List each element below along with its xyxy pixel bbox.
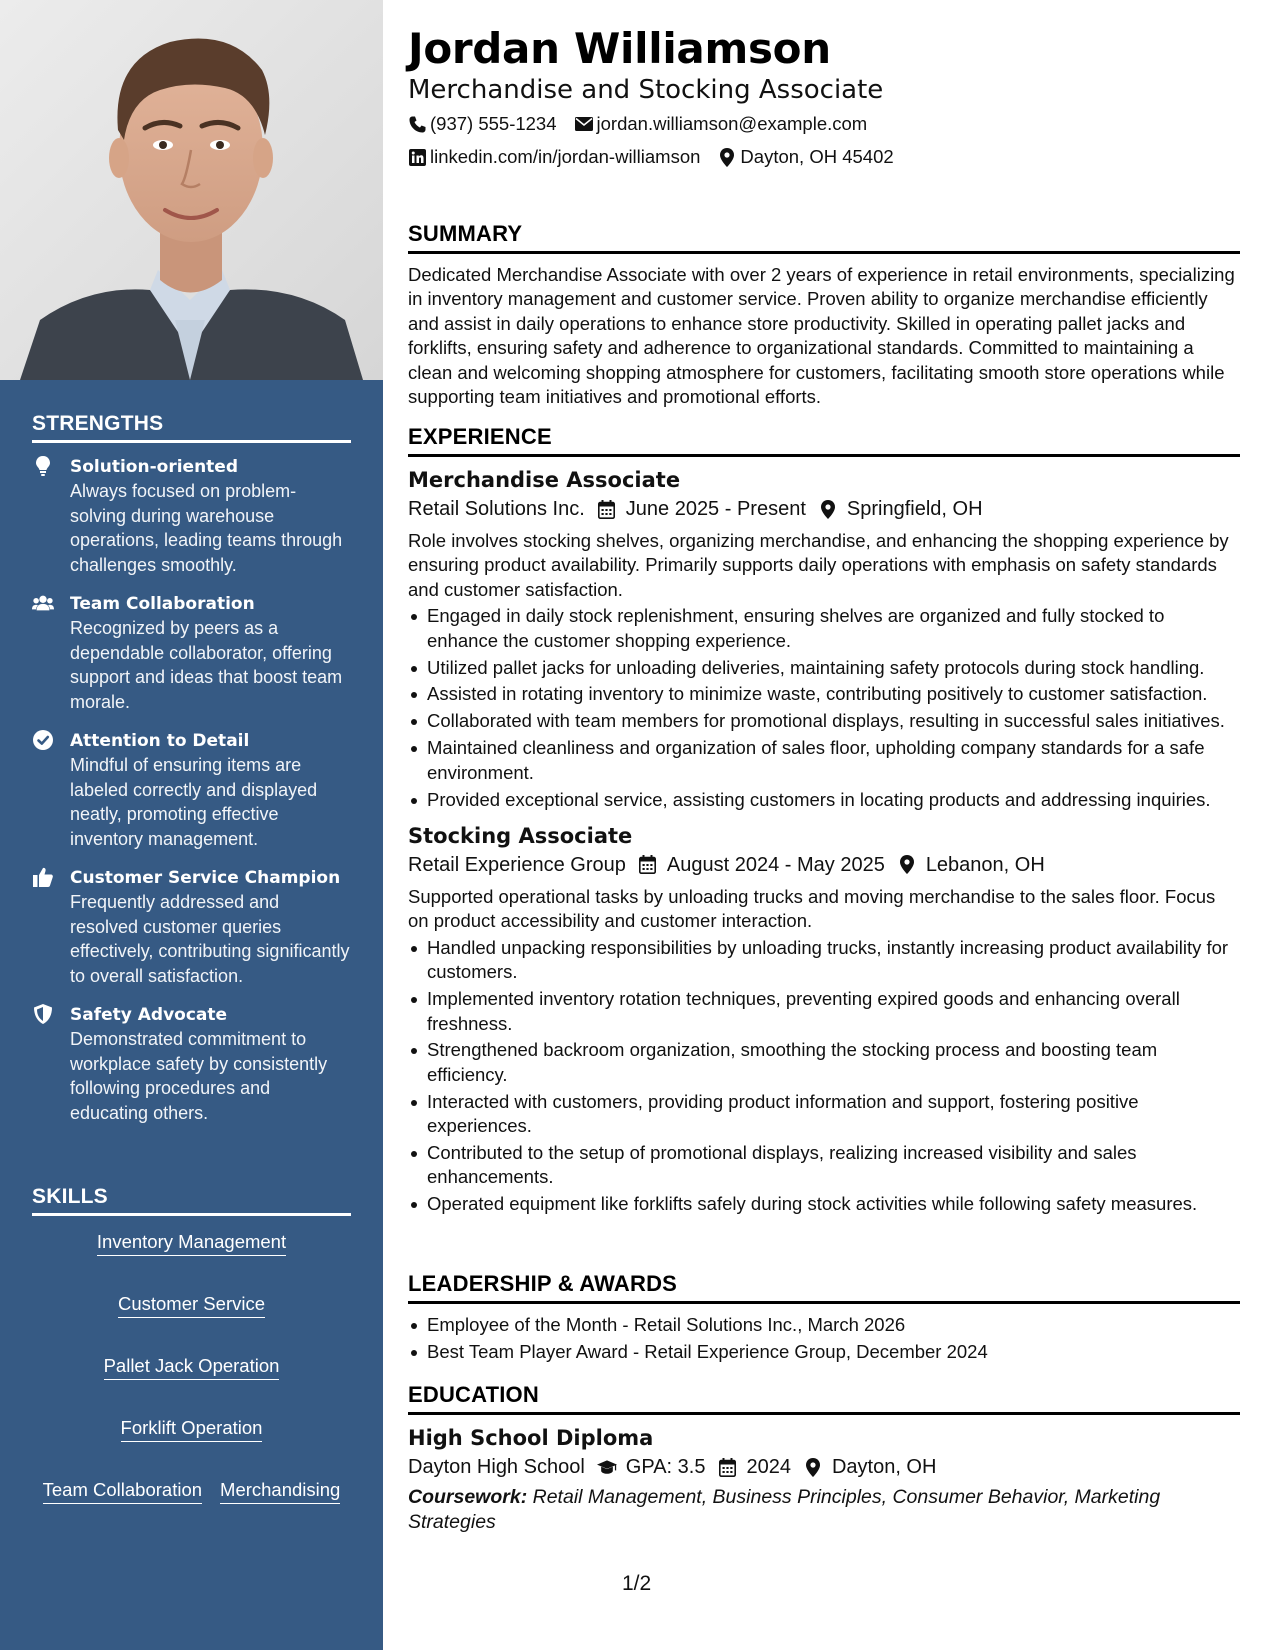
thumbs-up-icon — [32, 867, 54, 887]
candidate-title: Merchandise and Stocking Associate — [408, 75, 884, 105]
gpa-value: GPA: 3.5 — [625, 1456, 706, 1478]
school-location: Dayton, OH — [831, 1456, 937, 1478]
contact-linkedin[interactable] — [408, 145, 700, 169]
list-item: Interacted with customers, providing product information and support, fostering positive experiences. — [408, 1090, 1240, 1139]
education-heading: EDUCATION — [408, 1381, 1240, 1415]
job-company: Retail Experience Group — [408, 853, 626, 876]
summary-heading: SUMMARY — [408, 220, 1240, 254]
experience-section — [408, 423, 1240, 1219]
job-meta — [408, 850, 1240, 880]
contact-linkedin-text: linkedin.com/in/jordan-williamson — [430, 146, 701, 167]
skill-tag: Forklift Operation — [121, 1416, 263, 1442]
list-item: Maintained cleanliness and organization of sales floor, upholding company standards for a safe environment. — [408, 736, 1240, 785]
strength-desc: Mindful of ensuring items are labeled correctly and displayed neatly, promoting effective inventory management. — [70, 755, 318, 849]
candidate-name: Jordan Williamson — [408, 24, 831, 73]
users-icon — [32, 593, 54, 613]
strength-item — [32, 866, 351, 988]
strength-title: Customer Service Champion — [70, 868, 341, 888]
strength-item — [32, 592, 351, 714]
skills-heading: SKILLS — [32, 1185, 351, 1216]
skill-tag: Inventory Management — [97, 1230, 286, 1256]
calendar-icon — [638, 855, 658, 875]
skill-tag: Merchandising — [220, 1478, 340, 1504]
education-section — [408, 1381, 1240, 1534]
lightbulb-icon — [32, 456, 54, 476]
list-item: Collaborated with team members for promotional displays, resulting in successful sales initiatives. — [408, 709, 1240, 733]
calendar-icon — [597, 499, 617, 519]
contact-email-text: jordan.williamson@example.com — [596, 113, 868, 134]
coursework-list: Retail Management, Business Principles, Consumer Behavior, Marketing Strategies — [408, 1486, 1161, 1533]
skill-tag: Customer Service — [118, 1292, 265, 1318]
job-dates: June 2025 - Present — [625, 498, 806, 520]
skills-section — [32, 1185, 351, 1504]
strength-title: Team Collaboration — [70, 594, 255, 614]
list-item: Provided exceptional service, assisting customers in locating products and addressing inquiries. — [408, 788, 1240, 812]
coursework — [408, 1485, 1240, 1534]
degree-title: High School Diploma — [408, 1426, 654, 1450]
contact-location — [718, 145, 893, 169]
linkedin-icon — [408, 148, 426, 166]
list-item: Best Team Player Award - Retail Experience Group, December 2024 — [408, 1340, 1240, 1364]
job-entry — [408, 822, 1240, 1217]
list-item: Utilized pallet jacks for unloading deliveries, maintaining safety protocols during stock handling. — [408, 656, 1240, 680]
phone-icon — [408, 115, 426, 133]
list-item: Handled unpacking responsibilities by unloading trucks, instantly increasing product availability for customers. — [408, 936, 1240, 985]
list-item: Employee of the Month - Retail Solutions Inc., March 2026 — [408, 1313, 1240, 1337]
job-meta — [408, 494, 1240, 524]
job-location: Springfield, OH — [846, 498, 983, 520]
coursework-label: Coursework: — [408, 1486, 528, 1508]
job-description: Supported operational tasks by unloading trucks and moving merchandise to the sales floor. Focus on product accessibility and customer interaction. — [408, 885, 1216, 932]
shield-icon — [32, 1004, 54, 1024]
job-entry — [408, 466, 1240, 812]
strength-desc: Recognized by peers as a dependable collaborator, offering support and ideas that boost team morale. — [70, 618, 343, 712]
leadership-list — [408, 1313, 1240, 1364]
experience-heading: EXPERIENCE — [408, 423, 1240, 457]
summary-section — [408, 220, 1240, 409]
strength-item — [32, 1003, 351, 1125]
strength-title: Solution-oriented — [70, 457, 238, 477]
strength-title: Safety Advocate — [70, 1005, 228, 1025]
map-pin-icon — [897, 855, 917, 875]
skills-list — [32, 1228, 351, 1504]
job-title: Merchandise Associate — [408, 468, 681, 492]
strength-item — [32, 729, 351, 851]
list-item: Operated equipment like forklifts safely during stock activities while following safety measures. — [408, 1192, 1240, 1216]
job-location: Lebanon, OH — [925, 853, 1045, 876]
job-company: Retail Solutions Inc. — [408, 498, 585, 520]
contact-row — [408, 112, 885, 136]
job-bullets — [408, 604, 1240, 812]
job-title: Stocking Associate — [408, 823, 633, 848]
strengths-heading: STRENGTHS — [32, 412, 351, 443]
contact-row — [408, 145, 912, 169]
strengths-section — [32, 412, 351, 1140]
list-item: Contributed to the setup of promotional displays, realizing increased visibility and sales enhancements. — [408, 1141, 1240, 1190]
education-meta — [408, 1452, 1240, 1482]
strength-desc: Demonstrated commitment to workplace safety by consistently following procedures and educating others. — [70, 1029, 328, 1123]
contact-email[interactable] — [575, 112, 868, 136]
school-name: Dayton High School — [408, 1456, 585, 1478]
calendar-icon — [717, 1457, 737, 1477]
list-item: Assisted in rotating inventory to minimize waste, contributing positively to customer satisfaction. — [408, 682, 1240, 706]
strength-desc: Always focused on problem-solving during warehouse operations, leading teams through challenges smoothly. — [70, 481, 343, 575]
summary-text: Dedicated Merchandise Associate with over 2 years of experience in retail environments, specializing in inventory management and customer service. Proven ability to organize merchandise efficiently and assist in daily operations to enhance store productivity. Skilled in operating pallet jacks and forklifts, ensuring safety and adherence to organizational standards. Committed to maintaining a clean and welcoming shopping atmosphere for customers, facilitating smooth store operations while supporting team initiatives and promotional efforts. — [408, 264, 1235, 408]
page-number: 1/2 — [622, 1572, 652, 1595]
graduation-cap-icon — [597, 1457, 617, 1477]
strength-desc: Frequently addressed and resolved customer queries effectively, contributing significantly to overall satisfaction. — [70, 892, 350, 986]
sidebar — [0, 0, 383, 1650]
job-dates: August 2024 - May 2025 — [666, 853, 885, 876]
skill-tag: Team Collaboration — [43, 1478, 202, 1504]
leadership-section — [408, 1270, 1240, 1367]
strength-item — [32, 455, 351, 577]
list-item: Engaged in daily stock replenishment, ensuring shelves are organized and fully stocked to enhance the customer shopping experience. — [408, 604, 1240, 653]
leadership-heading: LEADERSHIP & AWARDS — [408, 1270, 1240, 1304]
graduation-year: 2024 — [746, 1456, 791, 1478]
map-pin-icon — [818, 499, 838, 519]
check-circle-icon — [32, 730, 54, 750]
strength-title: Attention to Detail — [70, 731, 250, 751]
profile-photo — [0, 0, 383, 380]
contact-phone[interactable] — [408, 112, 557, 136]
skill-tag: Pallet Jack Operation — [104, 1354, 280, 1380]
list-item: Implemented inventory rotation techniques, preventing expired goods and enhancing overall freshness. — [408, 987, 1240, 1036]
map-pin-icon — [718, 148, 736, 166]
job-bullets — [408, 936, 1240, 1217]
contact-phone-text: (937) 555-1234 — [430, 113, 557, 134]
job-description: Role involves stocking shelves, organizing merchandise, and enhancing the shopping experience by ensuring product availability. Primarily supports daily operations with emphasis on safety standards and customer satisfaction. — [408, 530, 1229, 600]
contact-location-text: Dayton, OH 45402 — [740, 146, 894, 167]
envelope-icon — [575, 115, 593, 133]
map-pin-icon — [803, 1457, 823, 1477]
list-item: Strengthened backroom organization, smoothing the stocking process and boosting team efficiency. — [408, 1038, 1240, 1087]
